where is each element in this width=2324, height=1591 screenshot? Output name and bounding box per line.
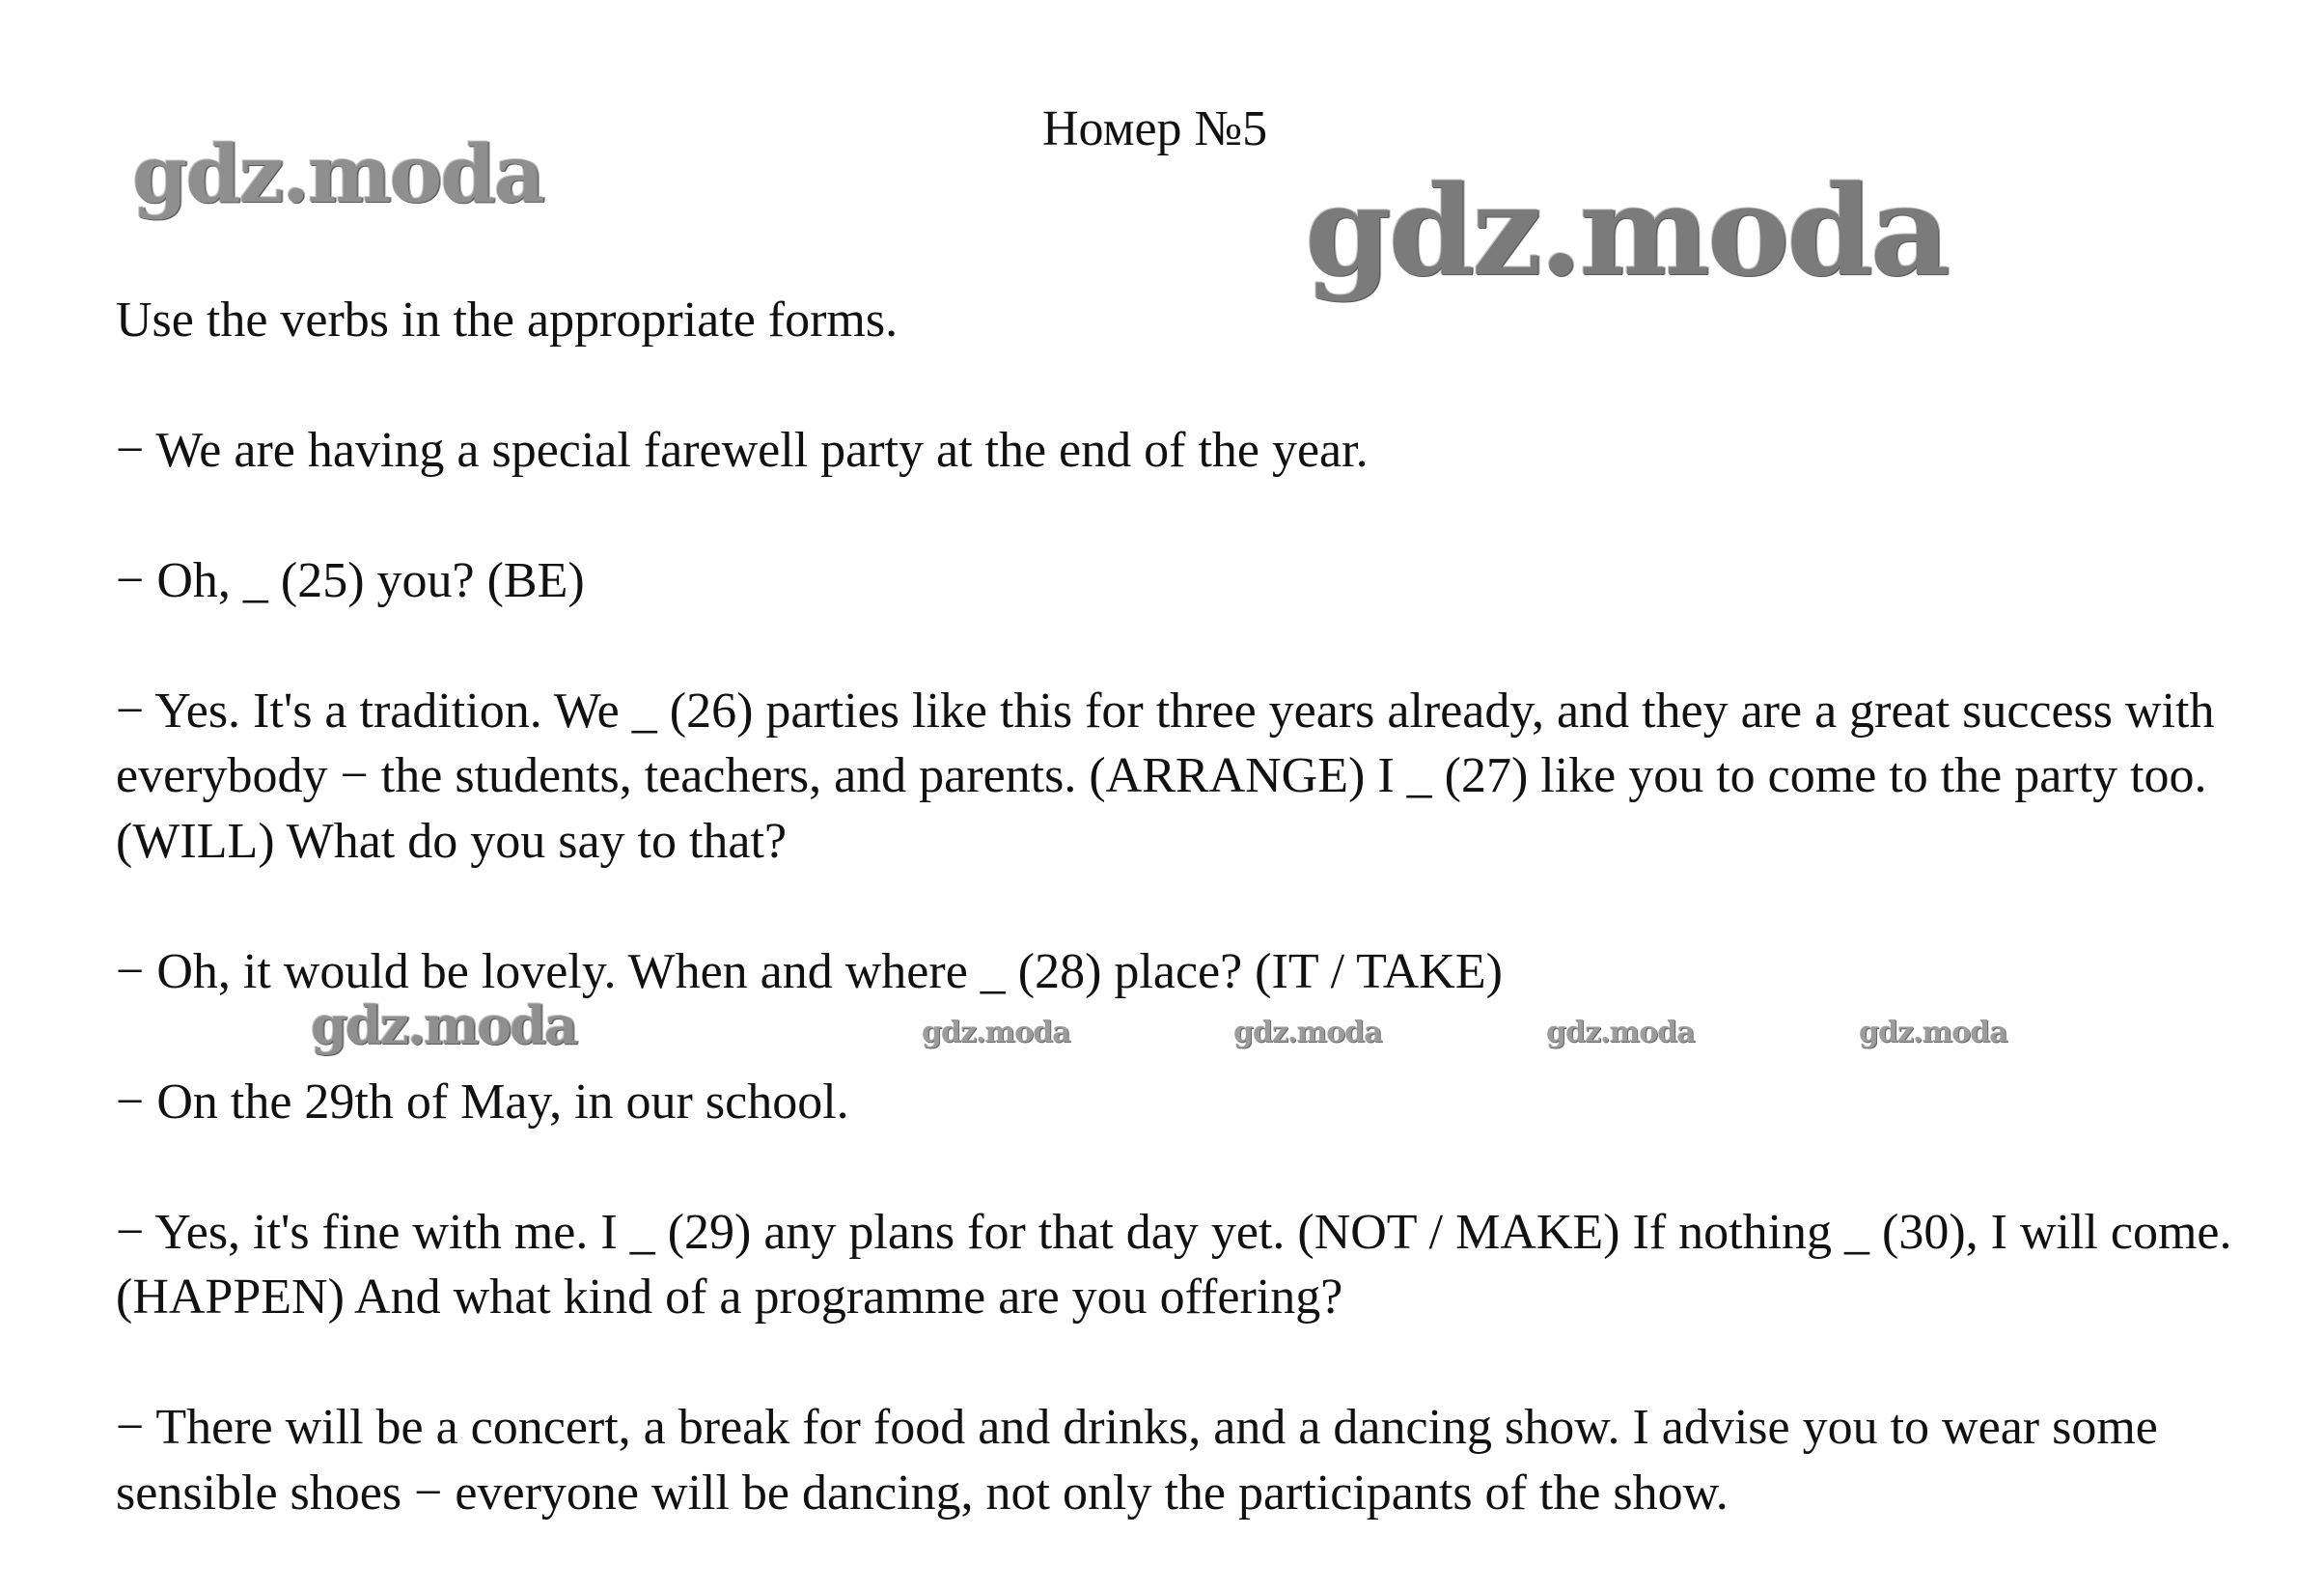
dialogue-line-2: − Oh, _ (25) you? (BE) [116, 552, 585, 608]
dialogue-line-6: − Yes, it's fine with me. I _ (29) any plans for that day yet. (NOT / MAKE) If nothing _ (30), I will come. (HAPPEN) And what kind of a programme are you offering? [116, 1204, 2232, 1325]
dialogue-line-5: − On the 29th of May, in our school. [116, 1074, 849, 1130]
exercise-instruction: Use the verbs in the appropriate forms. [116, 292, 899, 348]
watermark-small-1: gdz.moda [922, 1016, 1070, 1049]
dialogue-line-7: − There will be a concert, a break for food and drinks, and a dancing show. I advise you to wear some sensible shoes − everyone will be dancing, not only the participants of the show. [116, 1400, 2158, 1521]
watermark-small-2: gdz.moda [1233, 1016, 1382, 1049]
dialogue-line-1: − We are having a special farewell party at the end of the year. [116, 422, 1369, 478]
watermark-top-left: gdz.moda [132, 128, 543, 221]
watermark-large: gdz.moda [1305, 159, 1948, 304]
watermark-small-4: gdz.moda [1859, 1016, 2007, 1049]
watermark-bottom-left: gdz.moda [311, 994, 576, 1056]
page-title: Номер №5 [1042, 101, 1268, 156]
dialogue-line-3: − Yes. It's a tradition. We _ (26) parties like this for three years already, and they are a great success with everybody − the students, teachers, and parents. (ARRANGE) I _ (27) like you to come to the party too. (WILL) What do you say to that? [116, 683, 2215, 869]
dialogue-line-4: − Oh, it would be lovely. When and where _ (28) place? (IT / TAKE) [116, 943, 1503, 999]
exercise-body [116, 222, 2268, 1591]
watermark-small-3: gdz.moda [1546, 1016, 1695, 1049]
